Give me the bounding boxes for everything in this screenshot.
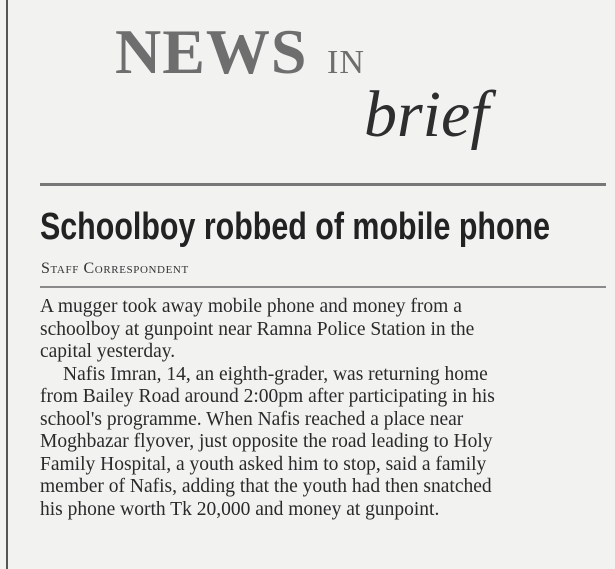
article-body — [40, 296, 606, 521]
body-line: capital yesterday. — [40, 341, 176, 362]
section-masthead — [0, 0, 615, 175]
body-line: from Bailey Road around 2:00pm after participating in his — [40, 386, 495, 407]
body-line: his phone worth Tk 20,000 and money at gunpoint. — [40, 498, 440, 520]
article-byline: Staff Correspondent — [41, 260, 189, 277]
body-line: Moghbazar flyover, just opposite the road leading to Holy — [40, 431, 493, 452]
byline-rule — [40, 286, 606, 288]
body-line: school's programme. When Nafis reached a place near — [40, 408, 464, 430]
body-line: Family Hospital, a youth asked him to stop, said a family — [40, 453, 487, 475]
masthead-in-word: IN — [327, 44, 365, 81]
section-top-rule — [40, 183, 606, 186]
body-line: member of Nafis, adding that the youth had then snatched — [40, 476, 492, 497]
article-headline: Schoolboy robbed of mobile phone — [40, 206, 551, 248]
body-line: schoolboy at gunpoint near Ramna Police Station in the — [40, 318, 475, 340]
masthead-news-word: NEWS — [115, 16, 308, 87]
masthead-brief-word: brief — [364, 78, 489, 151]
body-line: A mugger took away mobile phone and money from a — [40, 296, 462, 317]
body-line: Nafis Imran, 14, an eighth-grader, was returning home — [63, 363, 488, 385]
